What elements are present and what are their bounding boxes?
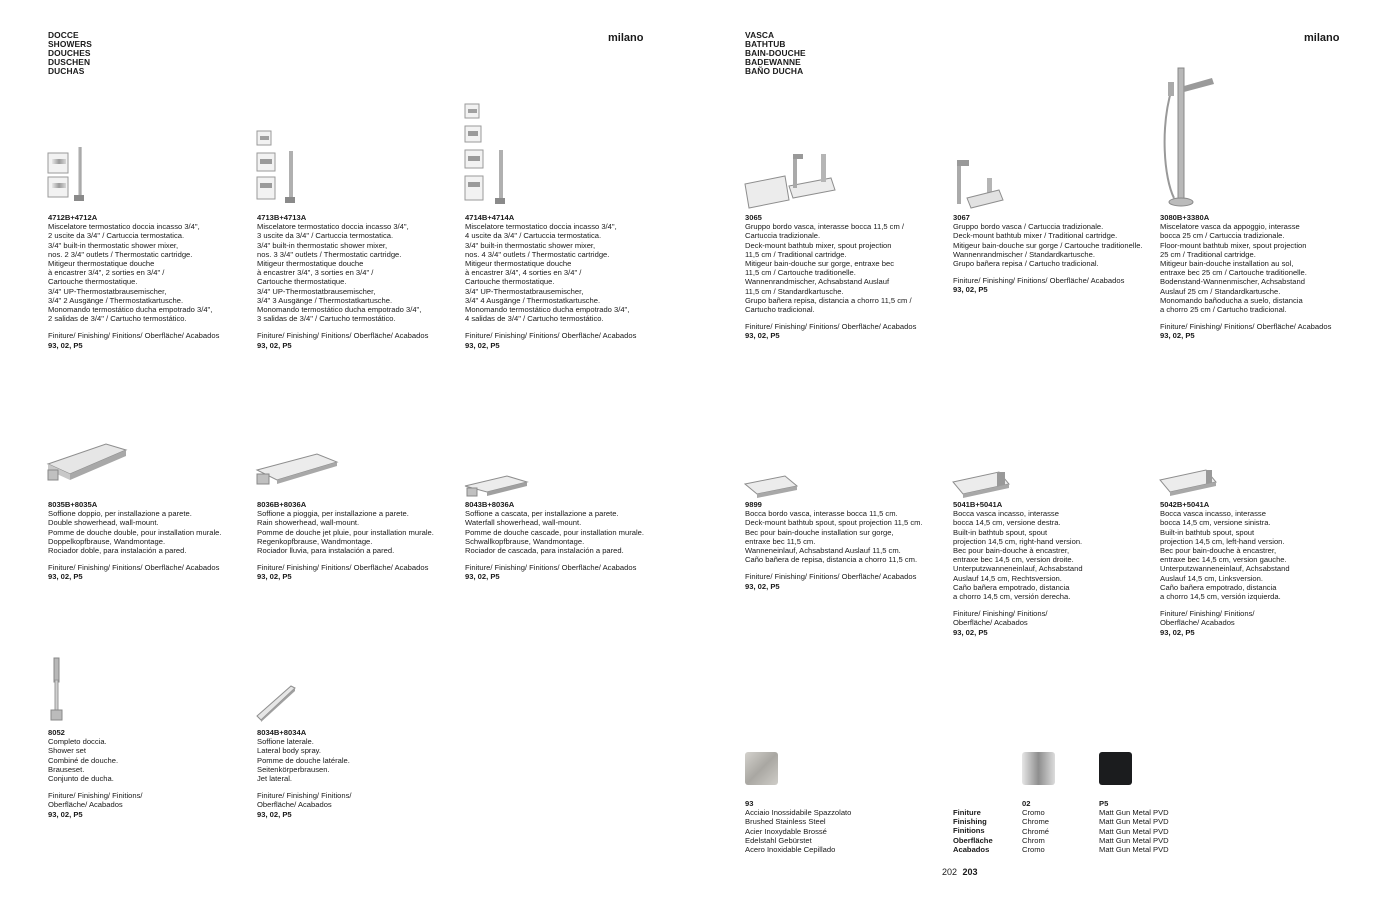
thermostatic-mixer-2-outlets-image [48, 145, 88, 205]
finish-label: Finiture/ Finishing/ Finitions/ Oberfläche/ Acabados [745, 322, 917, 332]
product-description: Bocca vasca incasso, interasse bocca 14,5 cm, versione destra. Built-in bathtub spout, spout projection 14,5 cm, right-hand version. Bec pour bain-douche à encastrer, entraxe bec 14,5 cm, version droite. Unterputzwanneneinlauf, Achsabstand Auslauf 14,5 cm, Rechtsversion. Caño bañera empotrado, distancia a chorro 14,5 cm, versión derecha. [953, 509, 1083, 602]
product-code: 5041B+5041A [953, 500, 1003, 509]
category-line: DOCCE [48, 30, 79, 40]
waterfall-showerhead-image [465, 476, 529, 500]
finish-swatch-chrome [1022, 752, 1055, 785]
product-code: 8052 [48, 728, 65, 737]
finish-codes: 93, 02, P5 [257, 572, 292, 582]
product-card [48, 213, 248, 350]
finish-language-label: Finitions [953, 826, 985, 836]
finish-codes: 93, 02, P5 [1160, 331, 1195, 341]
product-description: Soffione a cascata, per installazione a parete. Waterfall showerhead, wall-mount. Pomme de douche cascade, pour installation murale. Schwallkopfbrause, Wandmontage. Rociador de cascada, para instalación a pared. [465, 509, 644, 556]
category-line: DOUCHES [48, 48, 91, 58]
product-description: Soffione laterale. Lateral body spray. Pomme de douche latérale. Seitenkörperbrausen. Jet lateral. [257, 737, 350, 784]
finish-name: Matt Gun Metal PVD [1099, 817, 1169, 827]
finish-name: Matt Gun Metal PVD [1099, 808, 1169, 818]
product-description: Completo doccia. Shower set Combiné de douche. Brauseset. Conjunto de ducha. [48, 737, 119, 784]
finish-legend-93 [745, 799, 851, 854]
product-description: Miscelatore vasca da appoggio, interasse bocca 25 cm / Cartuccia tradizionale. Floor-mount bathtub mixer, spout projection 25 cm / Traditional cartridge. Mitigeur bain-douche installation au sol, entraxe bec 25 cm / Cartouche traditionelle. Bodenstand-Wannenmischer, Achsabstand Auslauf 25 cm / Standardkartusche. Monomando bañoducha a suelo, distancia a chorro 25 cm / Cartucho tradicional. [1160, 222, 1307, 315]
finish-codes: 93, 02, P5 [48, 572, 83, 582]
product-description: Soffione a pioggia, per installazione a parete. Rain showerhead, wall-mount. Pomme de douche jet pluie, pour installation murale. Regenkopfbrause, Wandmontage. Rociador lluvia, para instalación a pared. [257, 509, 434, 556]
finish-label: Finiture/ Finishing/ Finitions/ Oberfläche/ Acabados [1160, 609, 1255, 628]
finish-legend-p5 [1099, 799, 1169, 854]
product-card [48, 728, 248, 819]
finish-code: 02 [1022, 799, 1031, 808]
finish-label: Finiture/ Finishing/ Finitions/ Oberfläche/ Acabados [745, 572, 917, 582]
product-description: Miscelatore termostatico doccia incasso 3/4", 3 uscite da 3/4" / Cartuccia termostatica. 3/4" built-in thermostatic shower mixer, nos. 3 3/4" outlets / Thermostatic cartridge. Mitigeur thermostatique douche à encastrer 3/4", 3 sorties en 3/4" / Cartouche thermostatique. 3/4" UP-Thermostatbrausemischer, 3/4" 3 Ausgänge / Thermostatkartusche. Monomando termostático ducha empotrado 3/4", 3 salidas de 3/4" / Cartucho termostático. [257, 222, 422, 324]
product-card [953, 213, 1158, 295]
product-card [1160, 213, 1365, 341]
product-card [257, 728, 457, 819]
product-code: 3067 [953, 213, 970, 222]
deck-mount-bathtub-mixer-image [745, 150, 837, 208]
double-showerhead-image [48, 440, 128, 488]
finish-codes: 93, 02, P5 [1160, 627, 1195, 637]
finish-codes: 93, 02, P5 [953, 627, 988, 637]
finish-codes: 93, 02, P5 [745, 581, 780, 591]
page-numbers [942, 867, 978, 877]
finish-label: Finiture/ Finishing/ Finitions/ Oberfläche/ Acabados [257, 331, 429, 341]
finish-name: Cromo [1022, 808, 1045, 818]
finish-codes: 93, 02, P5 [953, 285, 988, 295]
product-card [953, 500, 1153, 637]
product-card [465, 213, 665, 350]
product-code: 8034B+8034A [257, 728, 307, 737]
bathtub-spout-left-image [1160, 468, 1218, 498]
bathtub-spout-right-image [953, 472, 1011, 498]
finish-swatch-brushed-steel [745, 752, 778, 785]
finish-language-label: Oberfläche [953, 835, 993, 845]
product-card [257, 500, 457, 582]
product-code: 3080B+3380A [1160, 213, 1210, 222]
category-line: VASCA [745, 30, 775, 40]
finish-name: Chrome [1022, 817, 1050, 827]
lateral-body-spray-image [257, 686, 297, 722]
finish-codes: 93, 02, P5 [465, 340, 500, 350]
finish-language-label: Finishing [953, 817, 987, 827]
finish-label: Finiture/ Finishing/ Finitions/ Oberfläche/ Acabados [48, 331, 220, 341]
product-code: 4714B+4714A [465, 213, 515, 222]
finish-label: Finiture/ Finishing/ Finitions/ Oberfläche/ Acabados [953, 609, 1048, 628]
finish-code: P5 [1099, 799, 1109, 808]
finish-codes: 93, 02, P5 [465, 572, 500, 582]
product-description: Gruppo bordo vasca / Cartuccia tradizionale. Deck-mount bathtub mixer / Traditional cartridge. Mitigeur bain-douche sur gorge / Cartouche traditionelle. Wannenrandmischer / Standardkartusche. Grupo bañera repisa / Cartucho tradicional. [953, 222, 1143, 269]
finish-swatch-gun-metal [1099, 752, 1132, 785]
product-description: Gruppo bordo vasca, interasse bocca 11,5 cm / Cartuccia tradizionale. Deck-mount bathtub mixer, spout projection 11,5 cm / Traditional cartridge. Mitigeur bain-douche sur gorge, entraxe bec 11,5 cm / Cartouche traditionelle. Wannenrandmischer, Achsabstand Auslauf 11,5 cm / Standardkartusche. Grupo bañera repisa, distancia a chorro 11,5 cm / Cartucho tradicional. [745, 222, 912, 315]
finish-name: Acero Inoxidable Cepillado [745, 845, 836, 855]
finish-name: Cromo [1022, 845, 1045, 855]
thermostatic-mixer-3-outlets-image [257, 125, 297, 205]
product-code: 5042B+5041A [1160, 500, 1210, 509]
category-line: SHOWERS [48, 39, 92, 49]
finish-name: Edelstahl Gebürstet [745, 835, 812, 845]
page-number-right: 203 [962, 867, 978, 877]
finish-language-label: Finiture [953, 808, 981, 817]
shower-set-image [48, 658, 68, 726]
finish-codes: 93, 02, P5 [48, 340, 83, 350]
category-heading-bathtub [745, 31, 806, 76]
page-number-left: 202 [942, 867, 958, 877]
finish-name: Chromé [1022, 826, 1050, 836]
finish-codes: 93, 02, P5 [257, 340, 292, 350]
finish-codes: 93, 02, P5 [48, 809, 83, 819]
thermostatic-mixer-4-outlets-image [465, 104, 507, 208]
product-card [745, 500, 945, 591]
finish-language-label: Acabados [953, 844, 990, 854]
finish-codes: 93, 02, P5 [745, 331, 780, 341]
product-code: 9899 [745, 500, 762, 509]
brand-name: milano [608, 32, 644, 44]
finish-name: Brushed Stainless Steel [745, 817, 826, 827]
floor-mount-bathtub-mixer-image [1160, 68, 1218, 208]
finish-code: 93 [745, 799, 754, 808]
product-description: Bocca bordo vasca, interasse bocca 11,5 cm. Deck-mount bathtub spout, spout projection 11,5 cm. Bec pour bain-douche installation sur gorge, entraxe bec 11,5 cm. Wanneneinlauf, Achsabstand Auslauf 11,5 cm. Caño bañera de repisa, distancia a chorro 11,5 cm. [745, 509, 923, 565]
category-line: DUSCHEN [48, 57, 91, 67]
product-code: 8035B+8035A [48, 500, 98, 509]
finish-label: Finiture/ Finishing/ Finitions/ Oberfläche/ Acabados [48, 791, 143, 810]
product-code: 4713B+4713A [257, 213, 307, 222]
product-card [1160, 500, 1360, 637]
finish-label: Finiture/ Finishing/ Finitions/ Oberfläche/ Acabados [953, 276, 1125, 286]
finish-name: Matt Gun Metal PVD [1099, 826, 1169, 836]
rain-showerhead-image [257, 452, 339, 492]
finish-label: Finiture/ Finishing/ Finitions/ Oberfläche/ Acabados [1160, 322, 1332, 332]
product-description: Miscelatore termostatico doccia incasso 3/4", 4 uscite da 3/4" / Cartuccia termostatica. 3/4" built-in thermostatic shower mixer, nos. 4 3/4" outlets / Thermostatic cartridge. Mitigeur thermostatique douche à encastrer 3/4", 4 sorties en 3/4" / Cartouche thermostatique. 3/4" UP-Thermostatbrausemischer, 3/4" 4 Ausgänge / Thermostatkartusche. Monomando termostático ducha empotrado 3/4", 4 salidas de 3/4" / Cartucho termostático. [465, 222, 630, 324]
product-card [465, 500, 665, 582]
product-description: Miscelatore termostatico doccia incasso 3/4", 2 uscite da 3/4" / Cartuccia termostatica. 3/4" built-in thermostatic shower mixer, nos. 2 3/4" outlets / Thermostatic cartridge. Mitigeur thermostatique douche à encastrer 3/4", 2 sorties en 3/4" / Cartouche thermostatique. 3/4" UP-Thermostatbrausemischer, 3/4" 2 Ausgänge / Thermostatkartusche. Monomando termostático ducha empotrado 3/4", 2 salidas de 3/4" / Cartucho termostático. [48, 222, 213, 324]
finish-name: Chrom [1022, 835, 1045, 845]
product-code: 8036B+8036A [257, 500, 307, 509]
finish-label: Finiture/ Finishing/ Finitions/ Oberfläche/ Acabados [257, 791, 352, 810]
finish-label: Finiture/ Finishing/ Finitions/ Oberfläche/ Acabados [257, 563, 429, 573]
deck-mount-mixer-3067-image [953, 158, 1005, 208]
finish-name: Matt Gun Metal PVD [1099, 835, 1169, 845]
product-code: 4712B+4712A [48, 213, 98, 222]
finish-language-labels [953, 808, 993, 854]
finish-codes: 93, 02, P5 [257, 809, 292, 819]
finish-legend-02 [1022, 799, 1049, 854]
category-line: BADEWANNE [745, 57, 801, 67]
category-line: BATHTUB [745, 39, 786, 49]
category-line: BAIN-DOUCHE [745, 48, 806, 58]
product-card [257, 213, 457, 350]
finish-label: Finiture/ Finishing/ Finitions/ Oberfläche/ Acabados [465, 563, 637, 573]
finish-name: Acciaio Inossidabile Spazzolato [745, 808, 852, 818]
bathtub-spout-9899-image [745, 476, 799, 500]
finish-name: Matt Gun Metal PVD [1099, 845, 1169, 855]
product-card [48, 500, 248, 582]
brand-name: milano [1304, 32, 1340, 44]
category-heading-showers [48, 31, 92, 76]
category-line: BAÑO DUCHA [745, 66, 804, 76]
finish-label: Finiture/ Finishing/ Finitions/ Oberfläche/ Acabados [465, 331, 637, 341]
product-description: Soffione doppio, per installazione a parete. Double showerhead, wall-mount. Pomme de douche double, pour installation murale. Doppelkopfbrause, Wandmontage. Rociador doble, para instalación a pared. [48, 509, 222, 556]
category-line: DUCHAS [48, 66, 85, 76]
product-code: 8043B+8036A [465, 500, 515, 509]
finish-label: Finiture/ Finishing/ Finitions/ Oberfläche/ Acabados [48, 563, 220, 573]
product-card [745, 213, 945, 341]
product-description: Bocca vasca incasso, interasse bocca 14,5 cm, versione sinistra. Built-in bathtub spout, spout projection 14,5 cm, left-hand version. Bec pour bain-douche à encastrer, entraxe bec 14,5 cm, version gauche. Unterputzwanneneinlauf, Achsabstand Auslauf 14,5 cm, Linksversion. Caño bañera empotrado, distancia a chorro 14,5 cm, versión izquierda. [1160, 509, 1290, 602]
finish-name: Acier Inoxydable Brossé [745, 826, 827, 836]
product-code: 3065 [745, 213, 762, 222]
